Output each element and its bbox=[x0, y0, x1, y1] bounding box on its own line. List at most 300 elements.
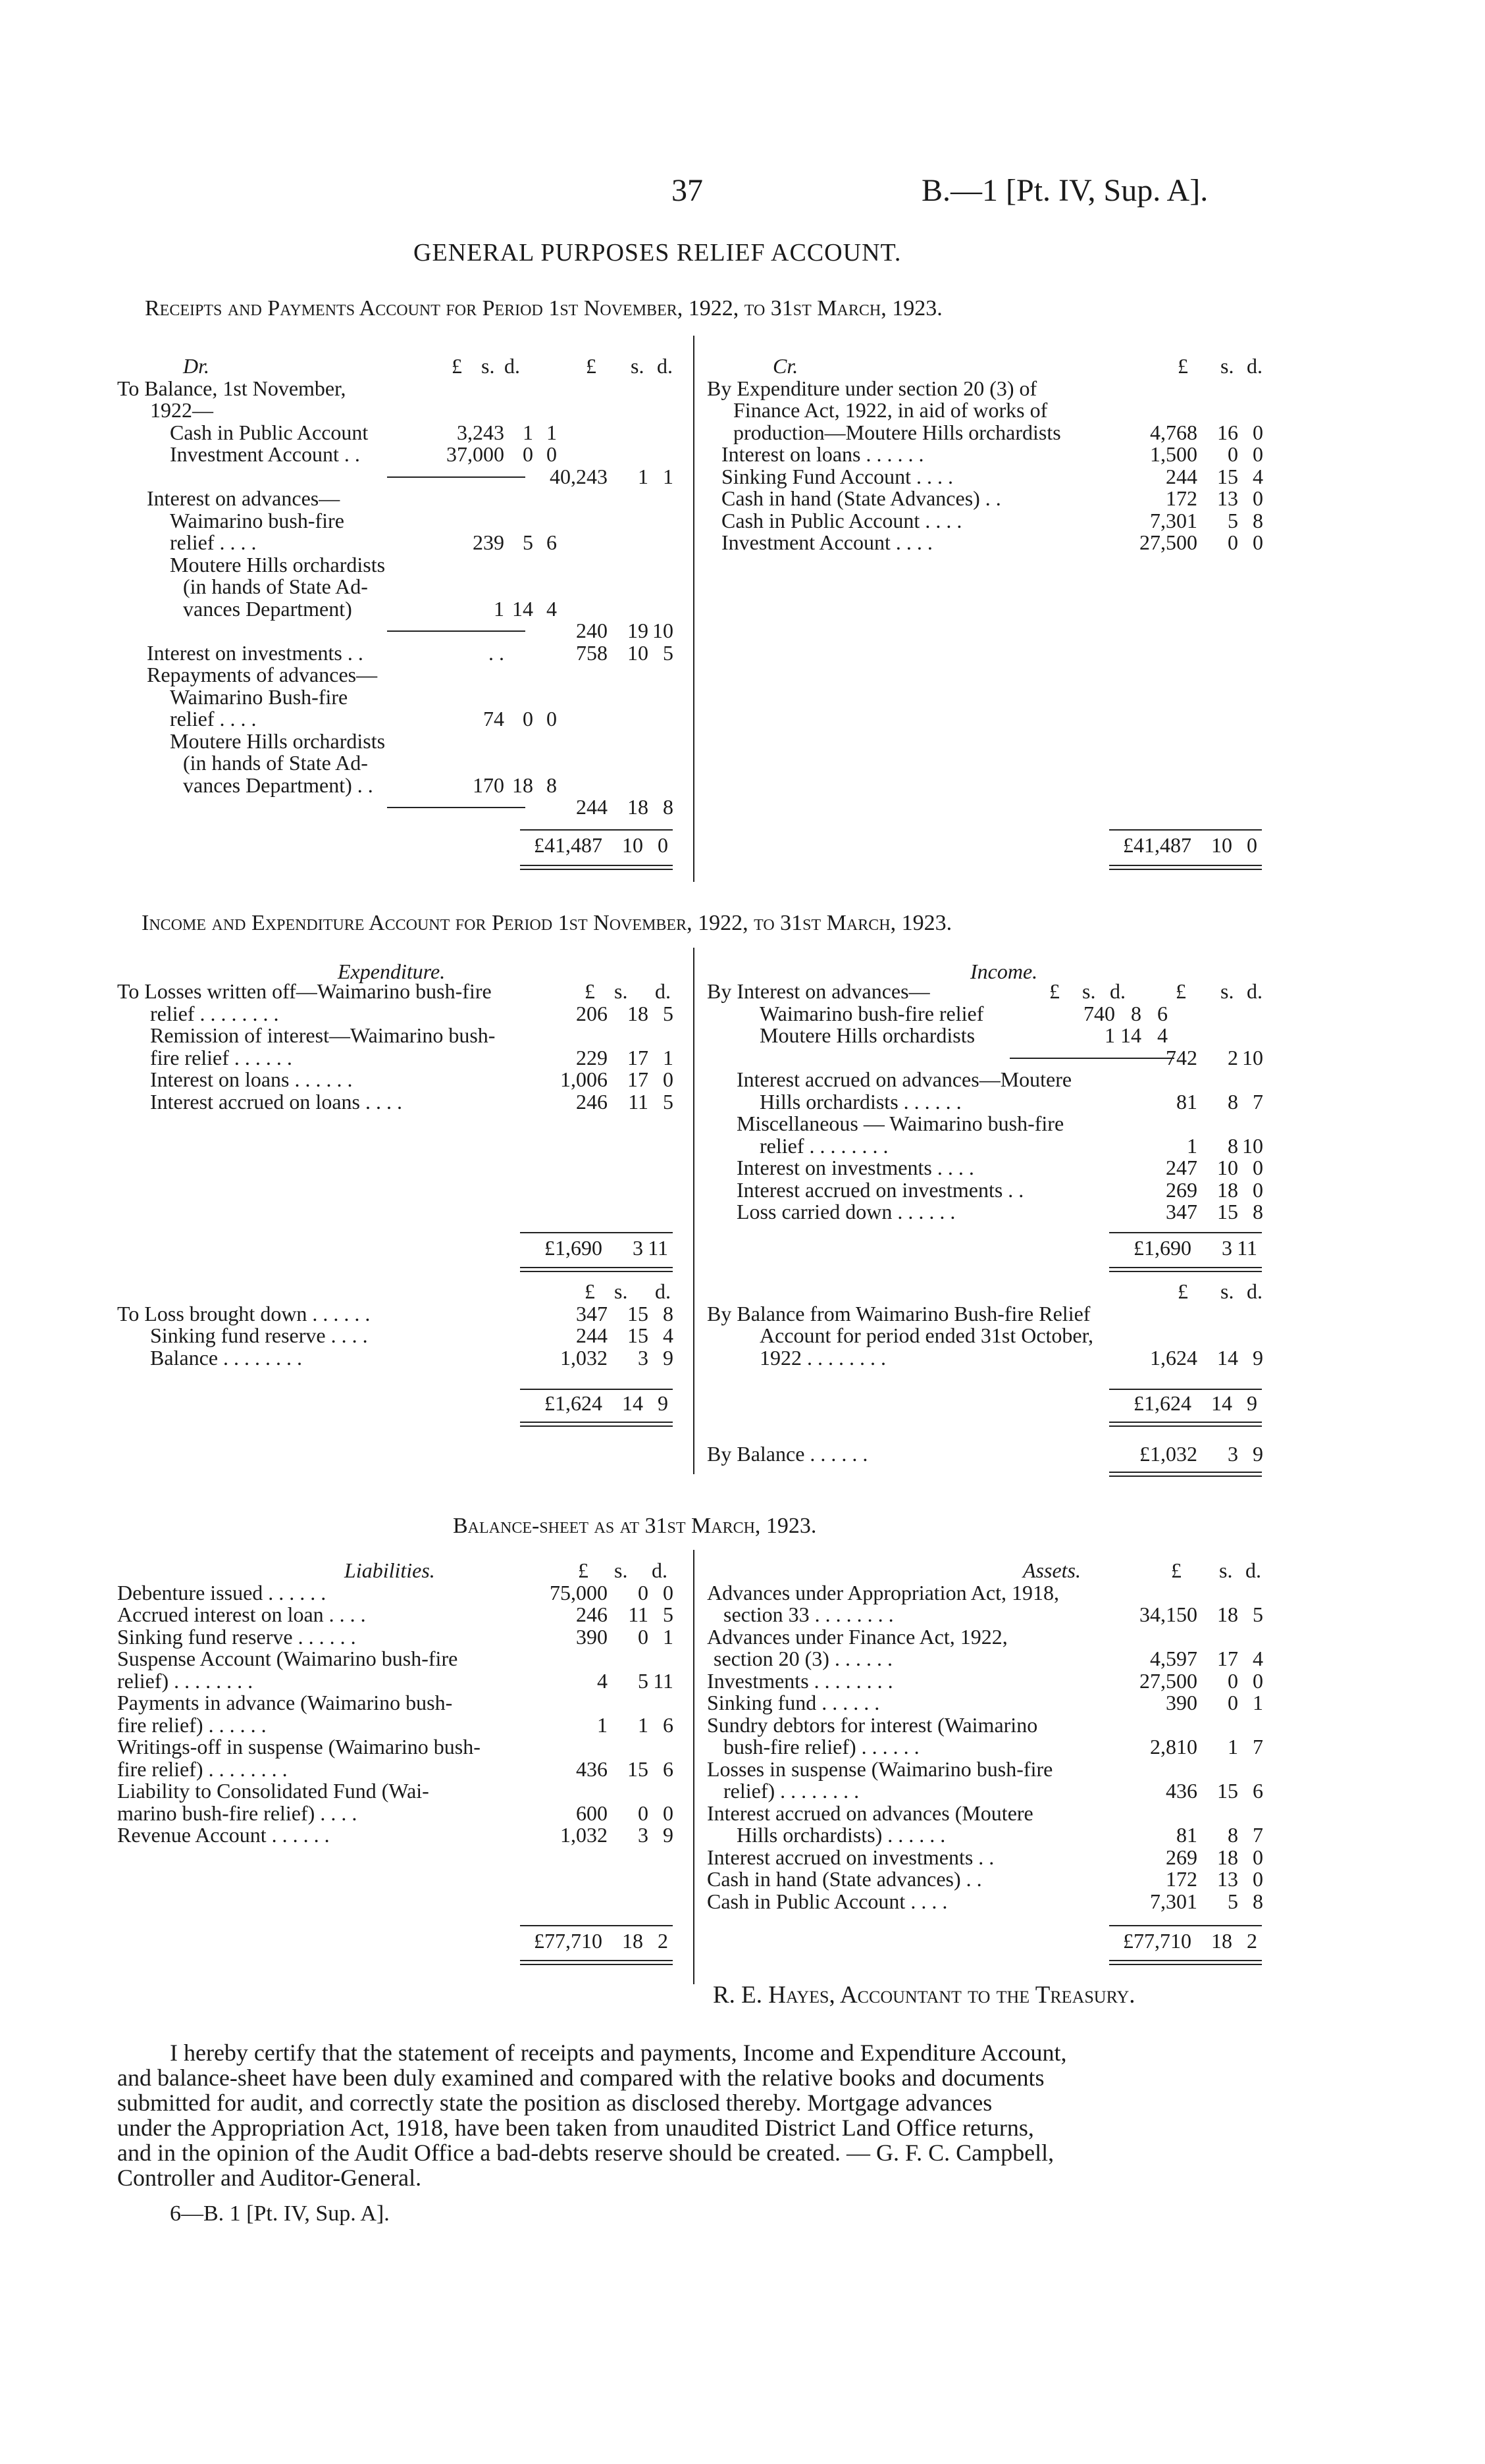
pence: 8 bbox=[1253, 508, 1263, 532]
double-rule bbox=[520, 1960, 673, 1965]
total-pence: 0 bbox=[1247, 833, 1257, 857]
row-text: Liability to Consolidated Fund (Wai- bbox=[117, 1779, 429, 1803]
pence: 0 bbox=[1253, 420, 1263, 444]
total-pounds: £41,487 bbox=[1123, 833, 1191, 857]
outer-pence: 0 bbox=[1253, 1156, 1263, 1179]
outer-shillings: 8 bbox=[1228, 1089, 1238, 1114]
total-shillings: 3 bbox=[1222, 1236, 1232, 1260]
account-row bbox=[707, 1113, 1273, 1135]
pounds: 1,500 bbox=[1150, 442, 1197, 466]
total-pence: 9 bbox=[1247, 1391, 1257, 1415]
pence: 9 bbox=[663, 1823, 673, 1847]
outer-shillings: 1 bbox=[638, 464, 648, 488]
shillings: 13 bbox=[1217, 486, 1238, 510]
subtotal-rule bbox=[387, 807, 525, 808]
pounds: 27,500 bbox=[1139, 530, 1197, 554]
account-row bbox=[707, 466, 1273, 488]
row-text: (in hands of State Ad- bbox=[183, 751, 368, 775]
account-row bbox=[117, 708, 683, 731]
outer-pence: 10 bbox=[1242, 1133, 1263, 1158]
dr-total bbox=[520, 834, 678, 857]
col-head: d. bbox=[1245, 1558, 1261, 1582]
row-text: Cash in Public Account bbox=[170, 420, 369, 444]
shillings: 15 bbox=[627, 1757, 648, 1781]
row-text: Balance . . . . . . . . bbox=[150, 1345, 303, 1370]
row-text: relief) . . . . . . . . bbox=[117, 1668, 253, 1693]
outer-pence: 0 bbox=[1253, 1177, 1263, 1202]
row-text: Sinking fund . . . . . . bbox=[707, 1691, 880, 1714]
pence: 11 bbox=[653, 1668, 673, 1693]
row-text: section 33 . . . . . . . . bbox=[723, 1603, 894, 1626]
account-row bbox=[707, 1714, 1273, 1737]
row-text: Moutere Hills orchardists bbox=[170, 552, 386, 577]
row-text: Moutere Hills orchardists bbox=[760, 1023, 976, 1047]
pounds: 27,500 bbox=[1139, 1668, 1197, 1693]
account-row bbox=[117, 1047, 683, 1069]
row-text: Sundry debtors for interest (Waimarino bbox=[707, 1712, 1038, 1737]
page-title: GENERAL PURPOSES RELIEF ACCOUNT. bbox=[413, 239, 902, 267]
col-head: £ bbox=[1176, 979, 1186, 1003]
inner-shillings: 0 bbox=[523, 442, 533, 466]
pounds: 7,301 bbox=[1150, 1889, 1197, 1913]
pence: 1 bbox=[1253, 1691, 1263, 1714]
account-row bbox=[117, 378, 683, 400]
pounds: 229 bbox=[576, 1045, 608, 1069]
shillings: 3 bbox=[1228, 1442, 1238, 1466]
total-shillings: 14 bbox=[1211, 1391, 1232, 1415]
account-row bbox=[707, 1347, 1273, 1370]
pence: 8 bbox=[1253, 1889, 1263, 1913]
inner-pence: 4 bbox=[1157, 1023, 1168, 1047]
account-row bbox=[117, 796, 683, 819]
pounds: 75,000 bbox=[550, 1580, 608, 1604]
col-head: s. bbox=[1220, 1279, 1234, 1303]
row-text: vances Department) bbox=[183, 596, 352, 621]
outer-pence: 5 bbox=[663, 640, 673, 665]
col-head: £ bbox=[578, 1558, 588, 1582]
row-text: Account for period ended 31st October, bbox=[760, 1323, 1093, 1347]
account-row bbox=[117, 686, 683, 709]
outer-pounds: 1 bbox=[1187, 1133, 1197, 1158]
inner-pence: 6 bbox=[1157, 1001, 1168, 1025]
bs-liabilities-side bbox=[117, 1560, 683, 1847]
total-shillings: 14 bbox=[622, 1391, 643, 1415]
row-text: Sinking fund reserve . . . . . . bbox=[117, 1624, 356, 1649]
inner-pence: 4 bbox=[546, 596, 557, 621]
outer-shillings: 19 bbox=[627, 619, 648, 642]
col-head: s. bbox=[1220, 354, 1234, 378]
account-row bbox=[707, 1003, 1273, 1025]
shillings: 11 bbox=[628, 1603, 648, 1626]
account-row bbox=[707, 1780, 1273, 1803]
assets-label: Assets. bbox=[1023, 1558, 1081, 1582]
ie-divider bbox=[693, 948, 694, 1474]
double-rule bbox=[1109, 1960, 1262, 1965]
row-text: Cash in hand (State Advances) . . bbox=[721, 486, 1001, 510]
pounds: 172 bbox=[1166, 1867, 1197, 1891]
inner-pence: 0 bbox=[546, 442, 557, 466]
double-rule bbox=[1109, 1422, 1262, 1427]
pounds: 246 bbox=[576, 1603, 608, 1626]
account-row bbox=[117, 554, 683, 577]
account-row bbox=[707, 1803, 1273, 1825]
row-text: Moutere Hills orchardists bbox=[170, 729, 386, 753]
outer-shillings: 18 bbox=[627, 795, 648, 819]
cr-label: Cr. bbox=[773, 354, 798, 378]
certificate-line: Controller and Auditor-General. bbox=[117, 2165, 422, 2191]
shillings: 18 bbox=[627, 1001, 648, 1025]
pence: 0 bbox=[1253, 486, 1263, 510]
ie-expenditure-side bbox=[117, 961, 683, 1113]
account-row bbox=[117, 1824, 683, 1847]
pounds: 7,301 bbox=[1150, 508, 1197, 532]
inner-pounds: 74 bbox=[483, 707, 504, 731]
shillings: 0 bbox=[638, 1801, 648, 1825]
account-row bbox=[117, 731, 683, 753]
account-row bbox=[117, 1780, 683, 1803]
pounds: 206 bbox=[576, 1001, 608, 1025]
row-text: Hills orchardists . . . . . . bbox=[760, 1089, 962, 1114]
subtotal-rule bbox=[387, 630, 525, 632]
row-text: Remission of interest—Waimarino bush- bbox=[150, 1023, 496, 1047]
expenditure-carry bbox=[117, 1281, 683, 1369]
col-head: £ bbox=[1178, 1279, 1188, 1303]
total-shillings: 18 bbox=[1211, 1929, 1232, 1953]
inner-shillings: 18 bbox=[512, 773, 533, 797]
balance-sheet-heading: Balance-sheet as at 31st March, 1923. bbox=[453, 1514, 817, 1538]
account-row bbox=[117, 1325, 683, 1347]
account-row bbox=[707, 444, 1273, 466]
pounds: 390 bbox=[1166, 1691, 1197, 1714]
dr-label: Dr. bbox=[183, 354, 210, 378]
pounds: 4,768 bbox=[1150, 420, 1197, 444]
account-row bbox=[117, 1582, 683, 1604]
outer-pounds: 269 bbox=[1166, 1177, 1197, 1202]
inner-pounds: 740 bbox=[1083, 1001, 1115, 1025]
row-text: Finance Act, 1922, in aid of works of bbox=[733, 398, 1048, 422]
row-text: Sinking Fund Account . . . . bbox=[721, 464, 954, 488]
account-row bbox=[117, 598, 683, 621]
row-text: production—Moutere Hills orchardists bbox=[733, 420, 1061, 444]
total-pence: 11 bbox=[648, 1236, 668, 1260]
pence: 1 bbox=[663, 1045, 673, 1069]
row-text: Accrued interest on loan . . . . bbox=[117, 1603, 366, 1626]
pence: 7 bbox=[1253, 1735, 1263, 1758]
row-text: Advances under Appropriation Act, 1918, bbox=[707, 1580, 1059, 1604]
total-shillings: 10 bbox=[622, 833, 643, 857]
outer-pounds: 244 bbox=[576, 795, 608, 819]
certificate-line: I hereby certify that the statement of receipts and payments, Income and Expenditure Account, bbox=[170, 2040, 1067, 2066]
account-row bbox=[117, 399, 683, 422]
signature: R. E. Hayes, Accountant to the Treasury. bbox=[713, 1982, 1135, 2009]
col-head: d. bbox=[1247, 1279, 1263, 1303]
account-row bbox=[707, 1868, 1273, 1891]
pounds: 1,006 bbox=[560, 1067, 608, 1091]
account-row bbox=[707, 488, 1273, 510]
row-text: Interest on loans . . . . . . bbox=[150, 1067, 353, 1091]
double-rule bbox=[1109, 1267, 1262, 1272]
inner-pounds: 37,000 bbox=[446, 442, 504, 466]
row-text: Interest on loans . . . . . . bbox=[721, 442, 924, 466]
row-text: Cash in Public Account . . . . bbox=[707, 1889, 948, 1913]
shillings: 11 bbox=[628, 1089, 648, 1114]
shillings: 17 bbox=[1217, 1647, 1238, 1670]
total-pounds: £77,710 bbox=[1123, 1929, 1191, 1953]
pounds: 1,032 bbox=[560, 1823, 608, 1847]
row-text: Losses in suspense (Waimarino bush-fire bbox=[707, 1757, 1053, 1781]
inner-pence: 1 bbox=[546, 420, 557, 444]
rule bbox=[1109, 1925, 1262, 1926]
pounds: 244 bbox=[1166, 464, 1197, 488]
shillings: 0 bbox=[1228, 530, 1238, 554]
rule bbox=[520, 1389, 673, 1390]
account-row bbox=[117, 532, 683, 554]
account-row bbox=[117, 1758, 683, 1781]
liabilities-label: Liabilities. bbox=[344, 1558, 435, 1582]
bs-assets-side bbox=[707, 1560, 1273, 1912]
outer-pounds: 347 bbox=[1166, 1200, 1197, 1223]
outer-pounds: 81 bbox=[1176, 1089, 1197, 1114]
pounds: 1 bbox=[597, 1712, 608, 1737]
row-text: Waimarino bush-fire relief bbox=[760, 1001, 984, 1025]
income-balance-row bbox=[707, 1443, 1273, 1466]
account-row bbox=[117, 1003, 683, 1025]
shillings: 17 bbox=[627, 1045, 648, 1069]
shillings: 15 bbox=[1217, 464, 1238, 488]
row-text: Interest on advances— bbox=[147, 486, 340, 510]
col-head: d. bbox=[655, 979, 671, 1003]
row-text: Waimarino Bush-fire bbox=[170, 684, 348, 709]
pounds: 1,624 bbox=[1150, 1345, 1197, 1370]
inner-pence: 0 bbox=[546, 707, 557, 731]
account-row bbox=[707, 1047, 1273, 1069]
row-text: Cash in hand (State advances) . . bbox=[707, 1867, 982, 1891]
shillings: 18 bbox=[1217, 1603, 1238, 1626]
income-total bbox=[1109, 1237, 1267, 1260]
col-head: s. bbox=[481, 354, 495, 378]
pence: 5 bbox=[663, 1089, 673, 1114]
account-row bbox=[707, 1091, 1273, 1114]
row-text: Repayments of advances— bbox=[147, 663, 378, 686]
row-text: Investment Account . . bbox=[170, 442, 360, 466]
rule bbox=[520, 1232, 673, 1233]
outer-pence: 8 bbox=[1253, 1200, 1263, 1223]
page-footer: 6—B. 1 [Pt. IV, Sup. A]. bbox=[170, 2201, 390, 2226]
rule bbox=[520, 1925, 673, 1926]
certificate-line: and in the opinion of the Audit Office a bad-debts reserve should be created. — G. F. C. Campbell, bbox=[117, 2140, 1055, 2166]
account-row bbox=[707, 1692, 1273, 1714]
pence: 4 bbox=[1253, 464, 1263, 488]
pence: 0 bbox=[663, 1801, 673, 1825]
row-text: vances Department) . . bbox=[183, 773, 373, 797]
document-reference: B.—1 [Pt. IV, Sup. A]. bbox=[922, 173, 1209, 208]
pence: 1 bbox=[663, 1624, 673, 1649]
pence: 4 bbox=[663, 1323, 673, 1347]
outer-shillings: 18 bbox=[1217, 1177, 1238, 1202]
shillings: 3 bbox=[638, 1345, 648, 1370]
total-pence: 9 bbox=[658, 1391, 668, 1415]
row-text: fire relief) . . . . . . bbox=[117, 1712, 267, 1737]
col-head: £ bbox=[1049, 979, 1060, 1003]
account-row bbox=[117, 1803, 683, 1825]
shillings: 3 bbox=[638, 1823, 648, 1847]
pounds: 244 bbox=[576, 1323, 608, 1347]
pence: 0 bbox=[1253, 1845, 1263, 1869]
total-pounds: £77,710 bbox=[534, 1929, 602, 1953]
shillings: 0 bbox=[638, 1580, 648, 1604]
shillings: 15 bbox=[1217, 1779, 1238, 1803]
account-row bbox=[117, 1692, 683, 1714]
inner-pence: 6 bbox=[546, 530, 557, 554]
pounds: 34,150 bbox=[1139, 1603, 1197, 1626]
row-text: Advances under Finance Act, 1922, bbox=[707, 1624, 1008, 1649]
account-row bbox=[117, 752, 683, 775]
pounds: 2,810 bbox=[1150, 1735, 1197, 1758]
row-text: Revenue Account . . . . . . bbox=[117, 1823, 330, 1847]
account-row bbox=[707, 1582, 1273, 1604]
pence: 9 bbox=[1253, 1345, 1263, 1370]
row-text: bush-fire relief) . . . . . . bbox=[723, 1735, 920, 1758]
account-row bbox=[707, 399, 1273, 422]
account-row bbox=[707, 532, 1273, 554]
row-text: Interest accrued on investments . . bbox=[737, 1177, 1024, 1202]
income-expenditure-heading: Income and Expenditure Account for Period 1st November, 1922, to 31st March, 1923. bbox=[142, 911, 952, 935]
outer-shillings: 8 bbox=[1228, 1133, 1238, 1158]
shillings: 5 bbox=[1228, 1889, 1238, 1913]
shillings: 15 bbox=[627, 1323, 648, 1347]
pence: 0 bbox=[663, 1067, 673, 1091]
audit-certificate bbox=[117, 2040, 1276, 2190]
row-text: To Losses written off—Waimarino bush-fire bbox=[117, 979, 492, 1003]
pounds: 1,032 bbox=[560, 1345, 608, 1370]
account-row bbox=[707, 1604, 1273, 1626]
rp-divider bbox=[693, 336, 694, 882]
row-text: Sinking fund reserve . . . . bbox=[150, 1323, 368, 1347]
account-row bbox=[117, 1626, 683, 1649]
row-text: Waimarino bush-fire bbox=[170, 508, 344, 532]
inner-shillings: 5 bbox=[523, 530, 533, 554]
inner-pounds: 170 bbox=[473, 773, 504, 797]
outer-pounds: 240 bbox=[576, 619, 608, 642]
account-row bbox=[117, 642, 683, 665]
double-rule bbox=[520, 1422, 673, 1427]
pounds: 4 bbox=[597, 1668, 608, 1693]
account-row bbox=[117, 1025, 683, 1047]
account-row bbox=[707, 1135, 1273, 1158]
row-text: Payments in advance (Waimarino bush- bbox=[117, 1691, 453, 1714]
account-row bbox=[707, 1758, 1273, 1781]
inner-pounds: 239 bbox=[473, 530, 504, 554]
account-row bbox=[117, 1670, 683, 1693]
shillings: 14 bbox=[1217, 1345, 1238, 1370]
shillings: 0 bbox=[1228, 442, 1238, 466]
outer-pounds: 247 bbox=[1166, 1156, 1197, 1179]
col-head: d. bbox=[652, 1558, 667, 1582]
outer-pounds: 40,243 bbox=[550, 464, 608, 488]
total-pounds: £1,624 bbox=[544, 1391, 602, 1415]
account-row bbox=[117, 1604, 683, 1626]
shillings: 0 bbox=[1228, 1691, 1238, 1714]
row-text: By Balance from Waimarino Bush-fire Relief bbox=[707, 1301, 1091, 1325]
outer-pence: 10 bbox=[652, 619, 673, 642]
inner-shillings: 14 bbox=[512, 596, 533, 621]
account-row bbox=[117, 620, 683, 642]
shillings: 15 bbox=[627, 1301, 648, 1325]
total-pence: 2 bbox=[658, 1929, 668, 1953]
inner-shillings: 1 bbox=[523, 420, 533, 444]
cr-total bbox=[1109, 834, 1267, 857]
account-row bbox=[707, 1670, 1273, 1693]
col-head: d. bbox=[1247, 979, 1263, 1003]
row-text: Writings-off in suspense (Waimarino bush- bbox=[117, 1735, 481, 1758]
outer-pounds: 742 bbox=[1166, 1045, 1197, 1069]
row-text: Interest accrued on advances—Moutere bbox=[737, 1067, 1072, 1091]
account-row bbox=[117, 1648, 683, 1670]
income-carry-total bbox=[1109, 1393, 1267, 1415]
pence: 9 bbox=[1253, 1442, 1263, 1466]
row-text: To Loss brought down . . . . . . bbox=[117, 1301, 371, 1325]
shillings: 5 bbox=[1228, 508, 1238, 532]
col-head: d. bbox=[1110, 979, 1126, 1003]
pence: 0 bbox=[1253, 1668, 1263, 1693]
inner-shillings: 0 bbox=[523, 707, 533, 731]
shillings: 0 bbox=[638, 1624, 648, 1649]
account-row bbox=[707, 1069, 1273, 1091]
account-row bbox=[707, 1736, 1273, 1758]
pence: 4 bbox=[1253, 1647, 1263, 1670]
row-text: Debenture issued . . . . . . bbox=[117, 1580, 326, 1604]
double-rule bbox=[1109, 1472, 1262, 1477]
total-pounds: £1,624 bbox=[1133, 1391, 1191, 1415]
row-text: Investments . . . . . . . . bbox=[707, 1668, 893, 1693]
outer-pence: 7 bbox=[1253, 1089, 1263, 1114]
total-pounds: £1,690 bbox=[1133, 1236, 1191, 1260]
row-text: 1922 . . . . . . . . bbox=[760, 1345, 886, 1370]
col-head: d. bbox=[1247, 354, 1263, 378]
shillings: 1 bbox=[638, 1712, 648, 1737]
row-text: relief . . . . bbox=[170, 530, 257, 554]
shillings: 17 bbox=[627, 1067, 648, 1091]
income-carry bbox=[707, 1281, 1273, 1369]
row-text: By Balance . . . . . . bbox=[707, 1442, 868, 1466]
row-text: relief . . . . . . . . bbox=[150, 1001, 279, 1025]
row-text: Cash in Public Account . . . . bbox=[721, 508, 962, 532]
rule bbox=[1109, 829, 1262, 831]
expenditure-carry-total bbox=[520, 1393, 678, 1415]
double-rule bbox=[1109, 865, 1262, 870]
pence: 0 bbox=[1253, 442, 1263, 466]
account-row bbox=[117, 576, 683, 598]
pence: 5 bbox=[663, 1603, 673, 1626]
shillings: 13 bbox=[1217, 1867, 1238, 1891]
liabilities-total bbox=[520, 1930, 678, 1953]
page-number: 37 bbox=[671, 173, 703, 208]
account-row bbox=[117, 1736, 683, 1758]
pounds: 436 bbox=[1166, 1779, 1197, 1803]
account-row bbox=[707, 1626, 1273, 1649]
certificate-line: submitted for audit, and correctly state the position as disclosed thereby. Mortgage advances bbox=[117, 2090, 993, 2116]
inner-shillings: 14 bbox=[1120, 1023, 1141, 1047]
account-row bbox=[707, 1325, 1273, 1347]
account-row bbox=[117, 422, 683, 444]
row-text: Interest accrued on investments . . bbox=[707, 1845, 995, 1869]
row-text: marino bush-fire relief) . . . . bbox=[117, 1801, 357, 1825]
row-text: Loss carried down . . . . . . bbox=[737, 1200, 956, 1223]
col-head: s. bbox=[614, 1279, 628, 1303]
double-rule bbox=[520, 1267, 673, 1272]
pence: 7 bbox=[1253, 1823, 1263, 1847]
shillings: 0 bbox=[1228, 1668, 1238, 1693]
